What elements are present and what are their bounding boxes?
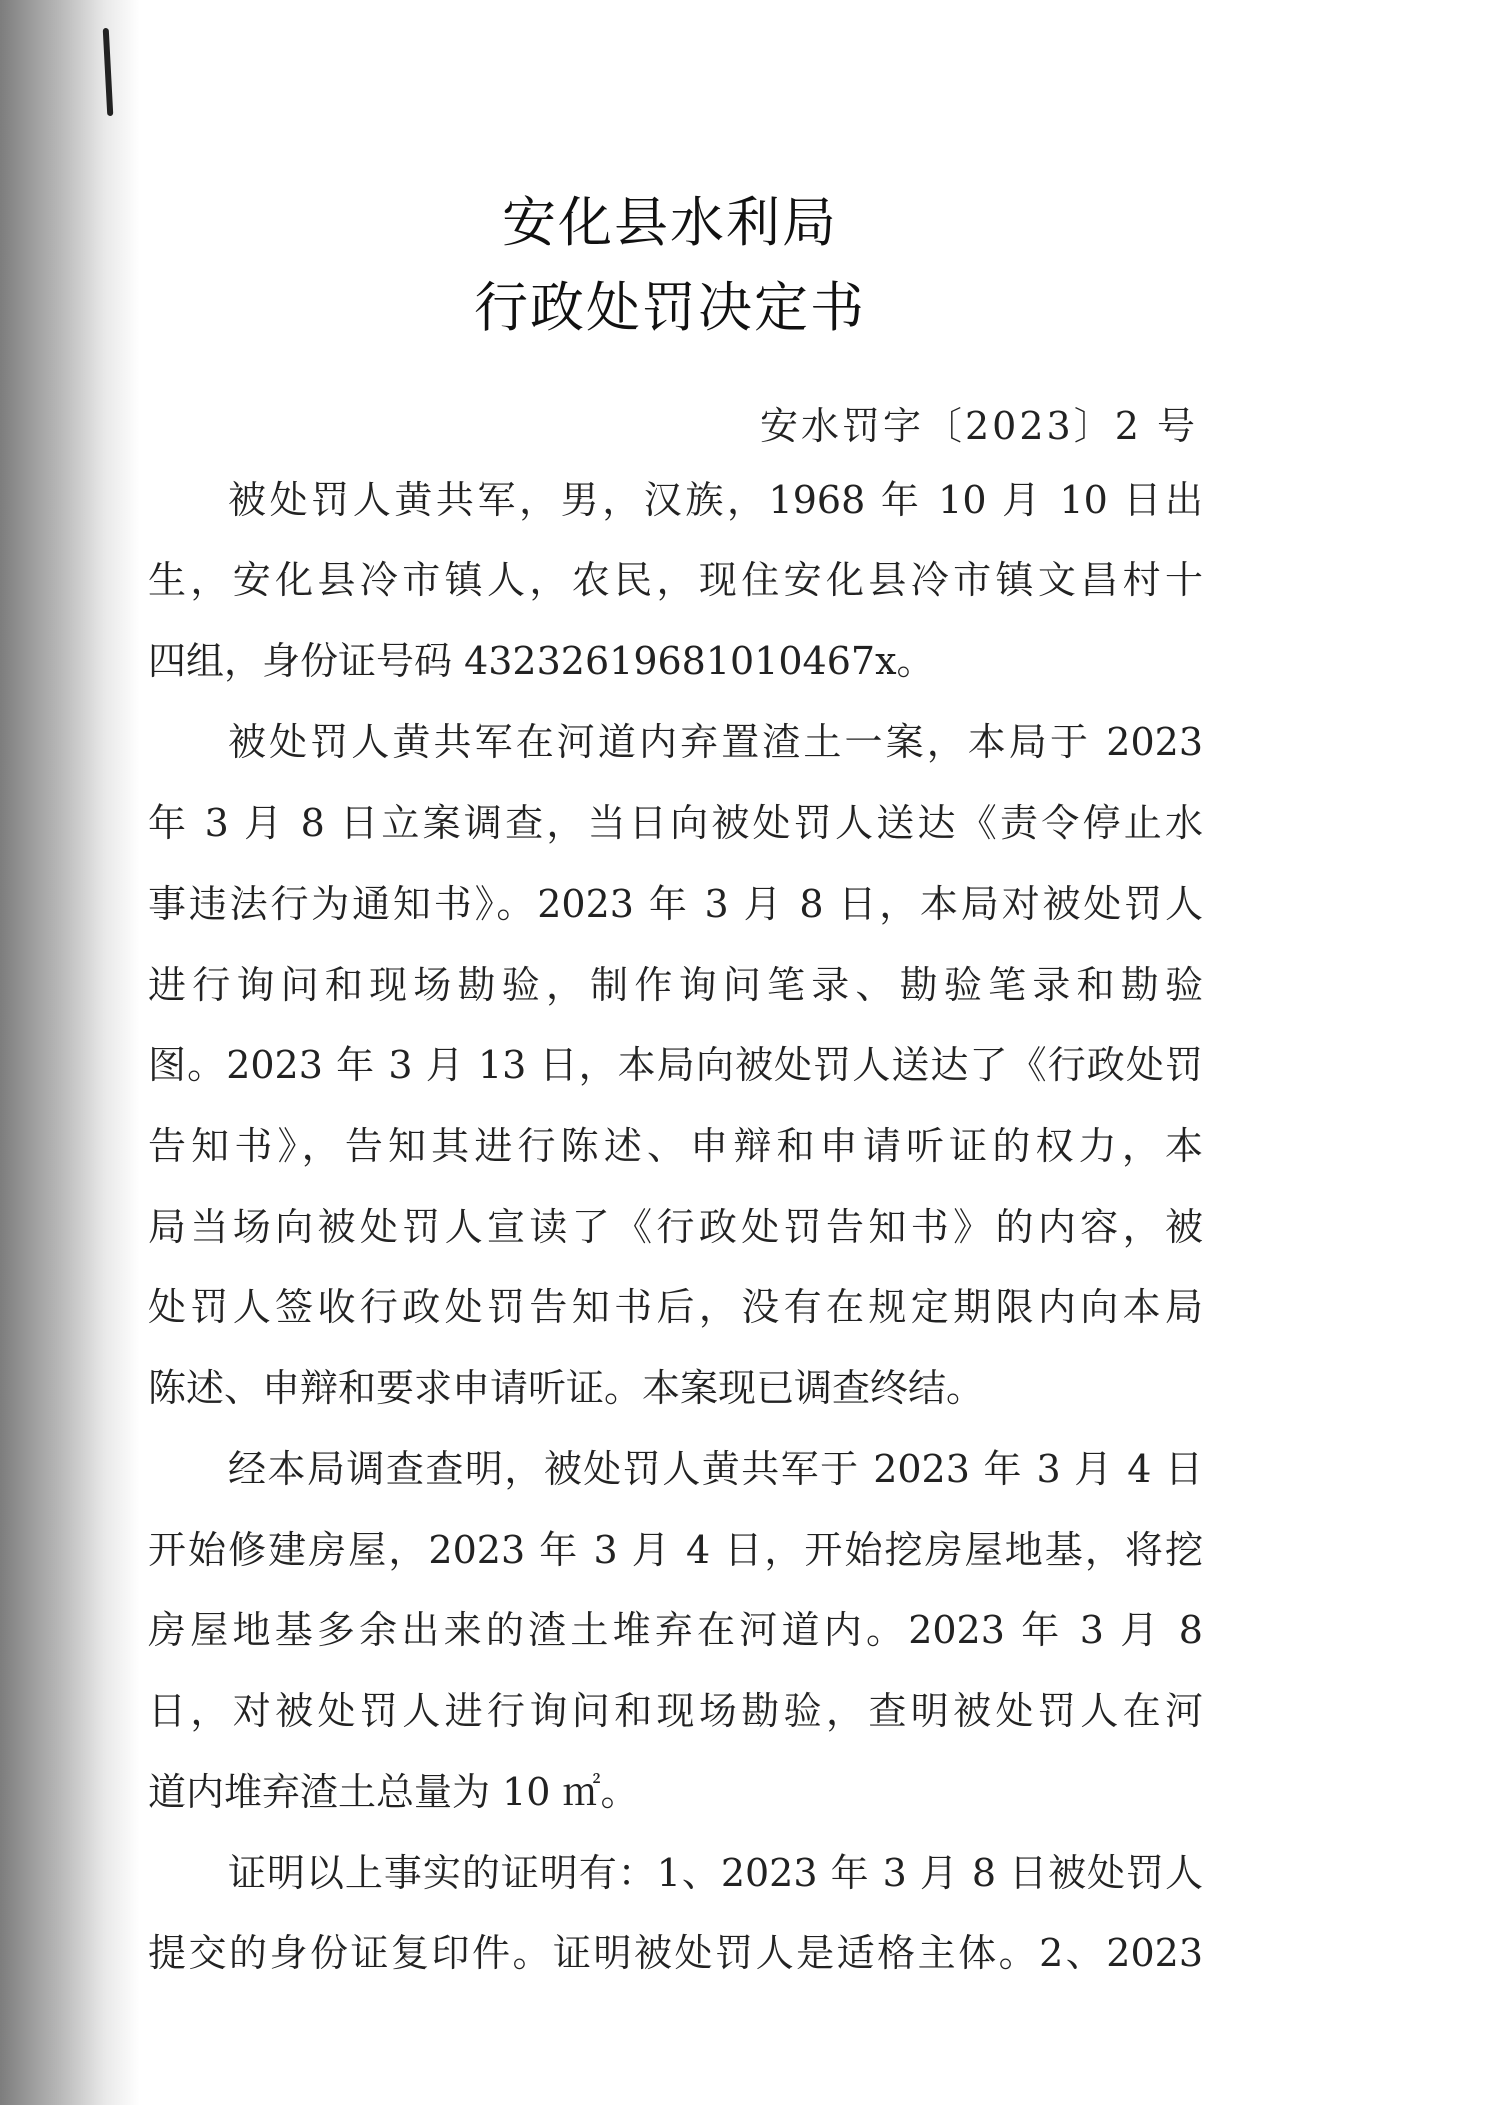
text-line: 图。2023 年 3 月 13 日，本局向被处罚人送达了《行政处罚 <box>148 1043 1203 1087</box>
document-number: 安水罚字〔2023〕2 号 <box>760 404 1198 448</box>
text-line: 事违法行为通知书》。2023 年 3 月 8 日，本局对被处罚人 <box>148 882 1203 926</box>
text-line: 被处罚人黄共军，男，汉族，1968 年 10 月 10 日出 <box>228 478 1203 522</box>
text-line: 被处罚人黄共军在河道内弃置渣土一案，本局于 2023 <box>228 720 1203 764</box>
text-line: 证明以上事实的证明有：1、2023 年 3 月 8 日被处罚人 <box>228 1851 1203 1895</box>
document-title: 行政处罚决定书 <box>474 276 866 339</box>
text-line: 四组，身份证号码 43232619681010467x。 <box>148 639 935 683</box>
text-line: 提交的身份证复印件。证明被处罚人是适格主体。2、2023 <box>148 1931 1203 1975</box>
text-line: 告知书》，告知其进行陈述、申辩和申请听证的权力，本 <box>148 1124 1203 1168</box>
text-line: 经本局调查查明，被处罚人黄共军于 2023 年 3 月 4 日 <box>228 1447 1203 1491</box>
text-line: 房屋地基多余出来的渣土堆弃在河道内。2023 年 3 月 8 <box>148 1608 1203 1652</box>
text-line: 日，对被处罚人进行询问和现场勘验，查明被处罚人在河 <box>148 1689 1203 1733</box>
text-line: 进行询问和现场勘验，制作询问笔录、勘验笔录和勘验 <box>148 963 1203 1007</box>
text-line: 局当场向被处罚人宣读了《行政处罚告知书》的内容，被 <box>148 1205 1203 1249</box>
text-line: 年 3 月 8 日立案调查，当日向被处罚人送达《责令停止水 <box>148 801 1203 845</box>
text-line: 生，安化县冷市镇人，农民，现住安化县冷市镇文昌村十 <box>148 558 1203 602</box>
text-line: 陈述、申辩和要求申请听证。本案现已调查终结。 <box>148 1366 985 1410</box>
text-line: 道内堆弃渣土总量为 10 ㎡。 <box>148 1770 639 1814</box>
issuer-title: 安化县水利局 <box>502 191 838 254</box>
text-line: 开始修建房屋，2023 年 3 月 4 日，开始挖房屋地基，将挖 <box>148 1528 1203 1572</box>
text-line: 处罚人签收行政处罚告知书后，没有在规定期限内向本局 <box>148 1285 1203 1329</box>
